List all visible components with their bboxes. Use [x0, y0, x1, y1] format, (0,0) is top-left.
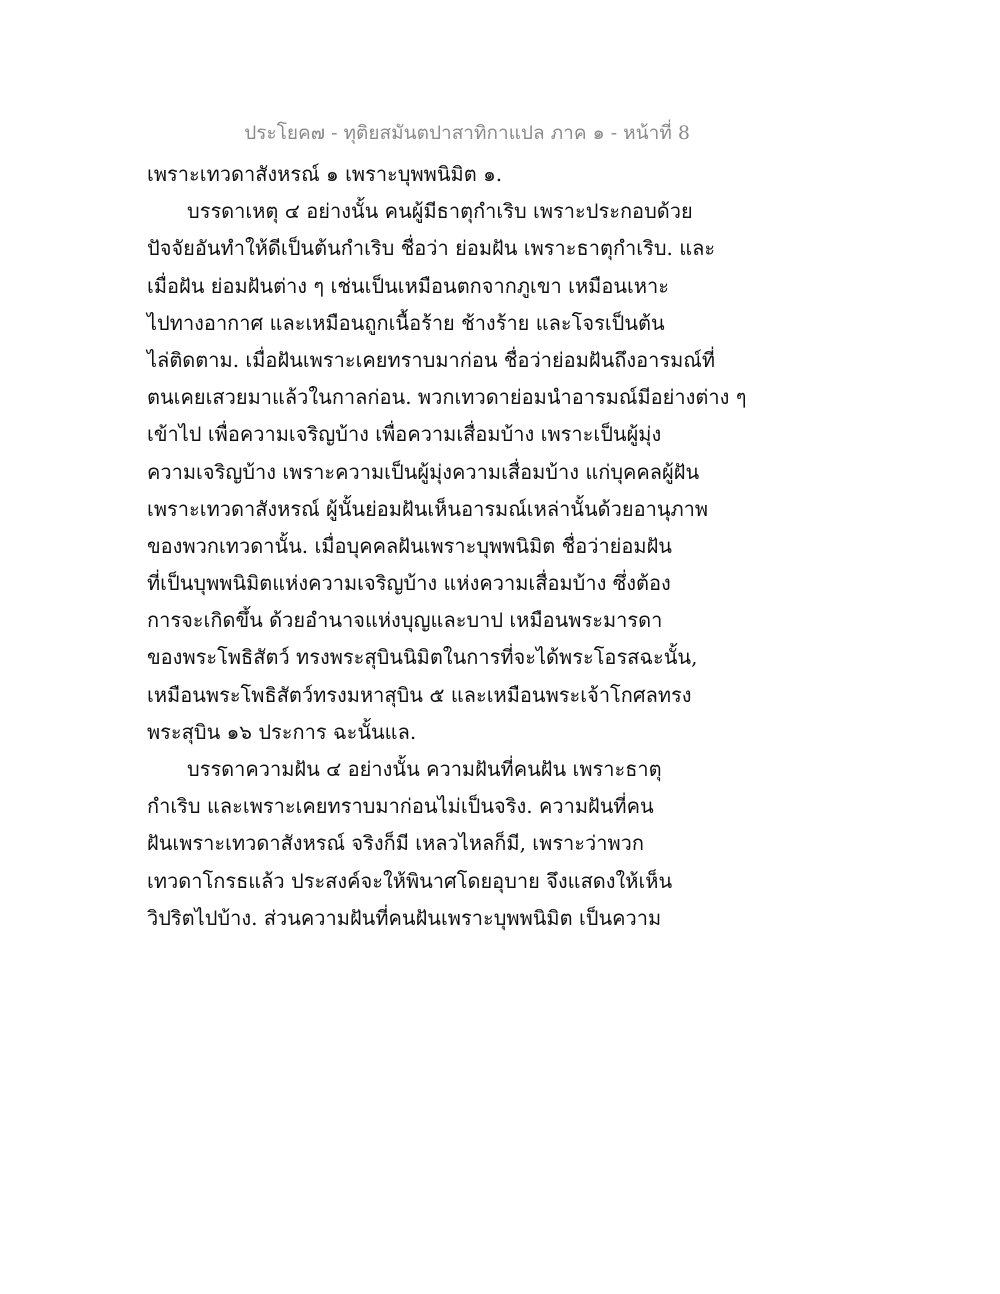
body-text — [147, 156, 747, 937]
text-line: การจะเกิดขึ้น ด้วยอำนาจแห่งบุญและบาป เหมือนพระมารดา — [147, 608, 663, 633]
text-line: ความเจริญบ้าง เพราะความเป็นผู้มุ่งความเสื่อมบ้าง แก่บุคคลผู้ฝัน — [147, 459, 700, 484]
paragraph-first-line: บรรดาเหตุ ๔ อย่างนั้น คนผู้มีธาตุกำเริบ เพราะประกอบด้วย — [187, 199, 693, 224]
text-line: พระสุบิน ๑๖ ประการ ฉะนั้นแล. — [147, 719, 417, 744]
text-line: เข้าไป เพื่อความเจริญบ้าง เพื่อความเสื่อมบ้าง เพราะเป็นผู้มุ่ง — [147, 422, 662, 447]
text-line: กำเริบ และเพราะเคยทราบมาก่อนไม่เป็นจริง. ความฝันที่คน — [147, 794, 654, 819]
paragraph-first-line: บรรดาความฝัน ๔ อย่างนั้น ความฝันที่คนฝัน เพราะธาตุ — [187, 757, 662, 781]
text-line: เพราะเทวดาสังหรณ์ ๑ เพราะบุพพนิมิต ๑. — [147, 162, 503, 186]
text-line: เหมือนพระโพธิสัตว์ทรงมหาสุบิน ๕ และเหมือนพระเจ้าโกศลทรง — [147, 682, 692, 707]
text-line: วิปริตไปบ้าง. ส่วนความฝันที่คนฝันเพราะบุพพนิมิต เป็นความ — [147, 905, 662, 930]
text-line: เมื่อฝัน ย่อมฝันต่าง ๆ เช่นเป็นเหมือนตกจากภูเขา เหมือนเหาะ — [147, 273, 670, 298]
text-line: ที่เป็นบุพพนิมิตแห่งความเจริญบ้าง แห่งความเสื่อมบ้าง ซึ่งต้อง — [147, 571, 671, 596]
text-line: เทวดาโกรธแล้ว ประสงค์จะให้พินาศโดยอุบาย จึงแสดงให้เห็น — [147, 868, 673, 893]
text-line: ปัจจัยอันทำให้ดีเป็นต้นกำเริบ ชื่อว่า ย่อมฝัน เพราะธาตุกำเริบ. และ — [147, 236, 716, 261]
text-line: ของพระโพธิสัตว์ ทรงพระสุบินนิมิตในการที่จะได้พระโอรสฉะนั้น, — [147, 645, 698, 670]
running-header: ประโยค๗ - ทุติยสมันตปาสาทิกาแปล ภาค ๑ - หน้าที่ 8 — [244, 122, 690, 144]
text-line: ไล่ติดตาม. เมื่อฝันเพราะเคยทราบมาก่อน ชื่อว่าย่อมฝันถึงอารมณ์ที่ — [147, 347, 716, 372]
text-line: ของพวกเทวดานั้น. เมื่อบุคคลฝันเพราะบุพพนิมิต ชื่อว่าย่อมฝัน — [147, 533, 672, 558]
text-line: ตนเคยเสวยมาแล้วในกาลก่อน. พวกเทวดาย่อมนำอารมณ์มีอย่างต่าง ๆ — [147, 385, 747, 410]
text-line: ฝันเพราะเทวดาสังหรณ์ จริงก็มี เหลวไหลก็มี, เพราะว่าพวก — [147, 831, 645, 856]
text-line: ไปทางอากาศ และเหมือนถูกเนื้อร้าย ช้างร้าย และโจรเป็นต้น — [147, 310, 665, 335]
text-line: เพราะเทวดาสังหรณ์ ผู้นั้นย่อมฝันเห็นอารมณ์เหล่านั้นด้วยอานุภาพ — [147, 496, 709, 521]
